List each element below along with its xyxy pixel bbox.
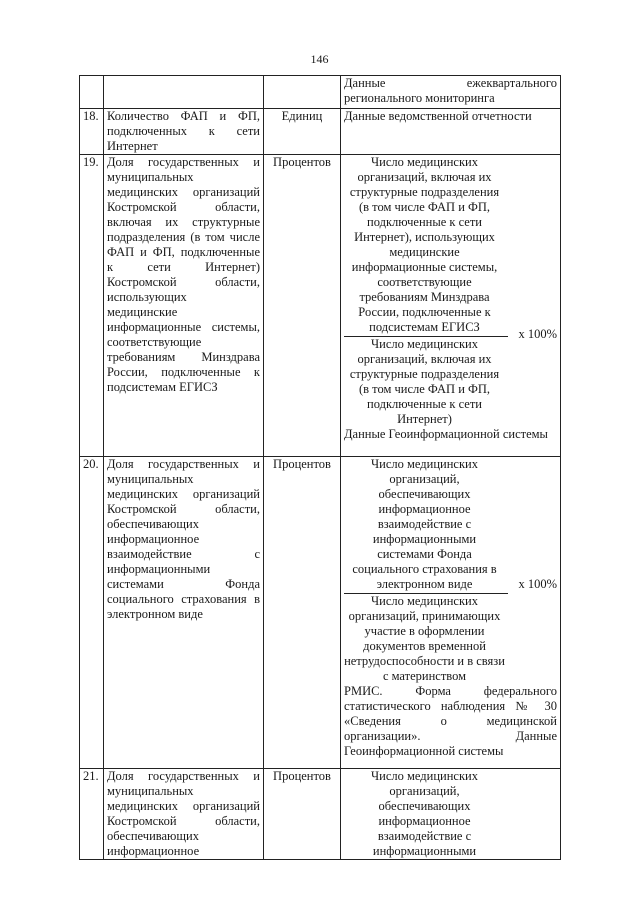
indicators-table xyxy=(79,75,561,860)
numerator: Число медицинских организаций, включая их структурные подразделения (в том числе ФАП и ФП, подключенные к сети Интернет), использующих медицинские информационные системы, соответствующие требованиям Минздрава России, подключенные к подсистемам ЕГИСЗ xyxy=(349,155,500,334)
denominator: Число медицинских организаций, принимающих участие в оформлении документов временной нетрудоспособности и в связи с материнством xyxy=(344,594,505,683)
multiplier: х 100% xyxy=(518,327,557,341)
table-row xyxy=(80,155,561,457)
indicator-name: Доля государственных и муниципальных медицинских организаций Костромской области, обеспечивающих информационное xyxy=(104,769,264,860)
row-number: 21. xyxy=(80,769,104,860)
cell-num xyxy=(80,76,104,109)
indicator-name: Доля государственных и муниципальных медицинских организаций Костромской области, обеспечивающих информационное взаимодействие с информационными системами Фонда социального страхования в электронном виде xyxy=(104,457,264,769)
row-number: 19. xyxy=(80,155,104,457)
data-source: РМИС. Форма федерального статистического наблюдения № 30 «Сведения о медицинской организации». Данные Геоинформационной системы xyxy=(344,684,557,758)
unit-of-measure: Процентов xyxy=(264,769,341,860)
table-row xyxy=(80,76,561,109)
unit-of-measure: Единиц xyxy=(264,109,341,155)
table-row xyxy=(80,457,561,769)
unit-of-measure: Процентов xyxy=(264,155,341,457)
cell-source: Данные ежеквартального регионального мониторинга xyxy=(341,76,561,109)
indicator-name: Количество ФАП и ФП, подключенных к сети Интернет xyxy=(104,109,264,155)
indicator-name: Доля государственных и муниципальных медицинских организаций Костромской области, включая их структурные подразделения (в том числе ФАП и ФП, подключенные к сети Интернет) Костромской области, использующих медицинские информационные системы, соответствующие требованиям Минздрава России, подключенные к подсистемам ЕГИСЗ xyxy=(104,155,264,457)
row-number: 20. xyxy=(80,457,104,769)
denominator: Число медицинских организаций, включая их структурные подразделения (в том числе ФАП и ФП, подключенные к сети Интернет) xyxy=(349,337,500,426)
row-number: 18. xyxy=(80,109,104,155)
multiplier: х 100% xyxy=(518,577,557,591)
cell-name xyxy=(104,76,264,109)
calculation-method xyxy=(341,769,561,860)
data-source: Данные Геоинформационной системы xyxy=(344,427,548,441)
calculation-method: Данные ведомственной отчетности xyxy=(341,109,561,155)
calculation-method xyxy=(341,457,561,769)
unit-of-measure: Процентов xyxy=(264,457,341,769)
table-row xyxy=(80,109,561,155)
cell-unit xyxy=(264,76,341,109)
calculation-method xyxy=(341,155,561,457)
numerator: Число медицинских организаций, обеспечивающих информационное взаимодействие с информационными системами Фонда социального страхования в электронном виде xyxy=(352,457,497,591)
fraction xyxy=(344,457,557,684)
fraction xyxy=(344,155,557,427)
page-number: 146 xyxy=(310,52,329,66)
table-row xyxy=(80,769,561,860)
fraction xyxy=(344,769,557,859)
numerator: Число медицинских организаций, обеспечивающих информационное взаимодействие с информационными xyxy=(371,769,478,858)
